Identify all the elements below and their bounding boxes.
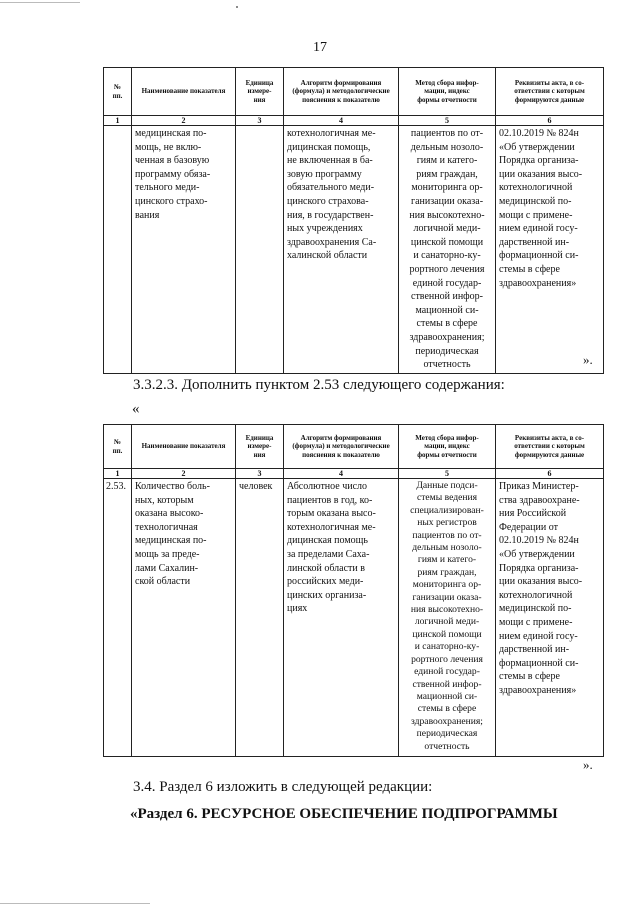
table-header-row	[104, 425, 604, 469]
page-number: 17	[313, 40, 327, 55]
scan-edge-line	[0, 903, 150, 904]
scan-edge-line	[0, 2, 80, 3]
scan-speck	[236, 6, 238, 8]
cell-algorithm: Абсолютное число пациентов в год, ко- торым оказана высо- котехнологичная ме- дицинская помощь за пределами Саха- линской области в российских меди- цинских организа- циях	[284, 479, 399, 757]
cell-unit: человек	[236, 479, 284, 757]
section-6-title: «Раздел 6. РЕСУРСНОЕ ОБЕСПЕЧЕНИЕ ПОДПРОГРАММЫ	[130, 806, 558, 822]
cell-algorithm: котехнологичная ме- дицинская помощь, не включенная в ба- зовую программу обязательного меди- цинского страхова- ния, в государствен- ных учреждениях здравоохранения Са- халинской области	[284, 126, 399, 374]
header-num: № пп.	[104, 425, 132, 469]
header-num: № пп.	[104, 68, 132, 116]
header-name: Наименование показателя	[132, 68, 236, 116]
header-unit: Единица измере- ния	[236, 68, 284, 116]
header-act: Реквизиты акта, в со- ответствии с которым формируются данные	[496, 68, 604, 116]
indicator-table-2-53	[103, 424, 604, 757]
opening-quote: «	[132, 401, 140, 417]
cell-name: Количество боль- ных, которым оказана высоко- технологичная медицинская по- мощь за преде- лами Сахалин- ской области	[132, 479, 236, 757]
header-unit: Единица измере- ния	[236, 425, 284, 469]
header-method: Метод сбора инфор- мации, индекс формы отчетности	[399, 425, 496, 469]
cell-num	[104, 126, 132, 374]
table-index-row: 1 2 3 4 5 6	[104, 469, 604, 479]
cell-num: 2.53.	[104, 479, 132, 757]
table-row	[104, 479, 604, 757]
cell-method: пациентов по от- дельным нозоло- гиям и катего- риям граждан, мониторинга ор- ганизации оказа- ния высокотехно- логичной меди- цинской помощи и санаторно-ку- рортного лечения единой государ- ственной инфор- мационной си- стемы в сфере здравоохранения; периодическая отчетность	[399, 126, 496, 374]
table-row	[104, 126, 604, 374]
header-method: Метод сбора инфор- мации, индекс формы отчетности	[399, 68, 496, 116]
header-algorithm: Алгоритм формирования (формула) и методологические пояснения к показателю	[284, 68, 399, 116]
cell-act: 02.10.2019 № 824н «Об утверждении Порядка организа- ции оказания высо- котехнологичной медицинской по- мощи с примене- нием единой госу- дарственной ин- формационной си- стемы в сфере здравоохранения»	[496, 126, 604, 374]
paragraph-34: 3.4. Раздел 6 изложить в следующей редакции:	[133, 779, 433, 795]
closing-quote: ».	[583, 352, 593, 367]
table-header-row	[104, 68, 604, 116]
indicator-table-continuation	[103, 67, 604, 374]
cell-act: Приказ Министер- ства здравоохране- ния Российской Федерации от 02.10.2019 № 824н «Об утверждении Порядка организа- ции оказания высо- котехнологичной медицинской по- мощи с примене- нием единой госу- дарственной ин- формационной си- стемы в сфере здравоохранения»	[496, 479, 604, 757]
table-index-row: 1 2 3 4 5 6	[104, 116, 604, 126]
cell-method: Данные подси- стемы ведения специализирован- ных регистров пациентов по от- дельным нозоло- гиям и катего- риям граждан, мониторинга ор- ганизации оказа- ния высокотехно- логичной меди- цинской помощи и санаторно-ку- рортного лечения единой государ- ственной инфор- мационной си- стемы в сфере здравоохранения; периодическая отчетность	[399, 479, 496, 757]
closing-quote: ».	[583, 757, 593, 772]
header-algorithm: Алгоритм формирования (формула) и методологические пояснения к показателю	[284, 425, 399, 469]
paragraph-3323: 3.3.2.3. Дополнить пунктом 2.53 следующего содержания:	[133, 377, 505, 393]
cell-name: медицинская по- мощь, не вклю- ченная в базовую программу обяза- тельного меди- цинского страхо- вания	[132, 126, 236, 374]
header-act: Реквизиты акта, в со- ответствии с которым формируются данные	[496, 425, 604, 469]
header-name: Наименование показателя	[132, 425, 236, 469]
cell-unit	[236, 126, 284, 374]
